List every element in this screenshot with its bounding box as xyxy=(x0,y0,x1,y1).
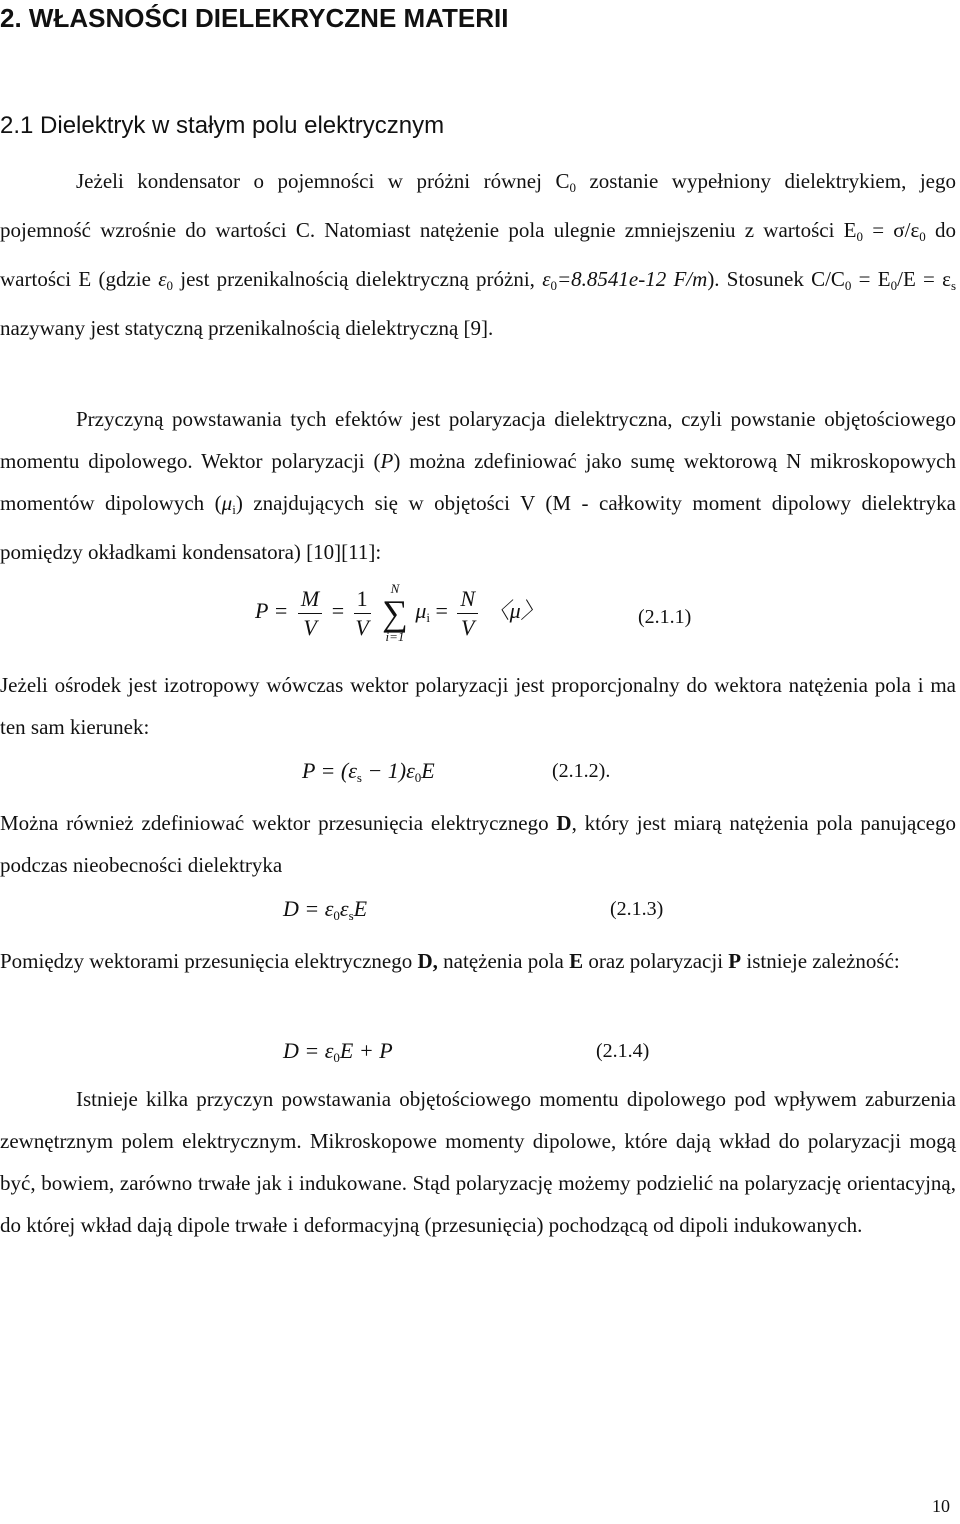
equation-number-2-1-1: (2.1.1) xyxy=(638,606,692,628)
equation-2-1-1: P = $\frac{M}{V}$ = $\frac{1}{V}$ N ∑ i=1 $\mu_i$ = $\frac{N}{V}$ 〈μ〉 xyxy=(255,581,543,644)
paragraph-1: Jeżeli kondensator o pojemności w próżni równej $C_0$ zostanie wypełniony dielektrykiem, jego pojemność wzrośnie do wartości C. Natomiast natężenie pola ulegnie zmniejszeniu z wartości $E_0 = \sigma/\varepsilon_0$ do wartości E (gdzie $\varepsilon_0$ jest przenikalnością dielektryczną próżni, $\varepsilon_0=8.8541e-12$ F/m). Stosunek $C/C_0 = E_0/E = \varepsilon_s$ nazywany jest statyczną przenikalnością dielektryczną [9]. xyxy=(0,169,957,340)
equation-2-1-3: $D = \varepsilon_0\varepsilon_sE$ xyxy=(283,896,368,923)
paragraph-5: Pomiędzy wektorami przesunięcia elektrycznego D, natężenia pola E oraz polaryzacji P istnieje zależność: xyxy=(0,949,900,973)
equation-number-2-1-4: (2.1.4) xyxy=(596,1040,650,1062)
section-heading: 2.1 Dielektryk w stałym polu elektrycznym xyxy=(0,112,445,139)
page-number: 10 xyxy=(932,1496,950,1516)
equation-number-2-1-3: (2.1.3) xyxy=(610,898,664,920)
equation-number-2-1-2: (2.1.2). xyxy=(552,760,611,782)
equation-2-1-4: $D = \varepsilon_0E + P$ xyxy=(283,1038,393,1065)
paragraph-3: Jeżeli ośrodek jest izotropowy wówczas wektor polaryzacji jest proporcjonalny do wektora natężenia pola i ma ten sam kierunek: xyxy=(0,673,956,739)
paragraph-6: Istnieje kilka przyczyn powstawania objętościowego momentu dipolowego pod wpływem zaburzenia zewnętrznym polem elektrycznym. Mikroskopowe momenty dipolowe, które dają wkład do polaryzacji mogą być, bowiem, zarówno trwałe jak i indukowane. Stąd polaryzację możemy podzielić na polaryzację orientacyjną, do której wkład dają dipole trwałe i deformacyjną (przesunięcia) pochodzącą od dipoli indukowanych. xyxy=(0,1087,956,1237)
equation-2-1-2: $P = (\varepsilon_s - 1)\varepsilon_0E$ xyxy=(302,758,435,785)
chapter-heading: 2. WŁASNOŚCI DIELEKRYCZNE MATERII xyxy=(0,3,509,33)
paragraph-2: Przyczyną powstawania tych efektów jest polaryzacja dielektryczna, czyli powstanie objętościowego momentu dipolowego. Wektor polaryzacji (P) można zdefiniować jako sumę wektorową N mikroskopowych momentów dipolowych $(\mu_i)$ znajdujących się w objętości V (M - całkowity moment dipolowy dielektryka pomiędzy okładkami kondensatora) [10][11]: xyxy=(0,407,956,564)
paragraph-4: Można również zdefiniować wektor przesunięcia elektrycznego D, który jest miarą natężenia pola panującego podczas nieobecności dielektryka xyxy=(0,811,956,877)
